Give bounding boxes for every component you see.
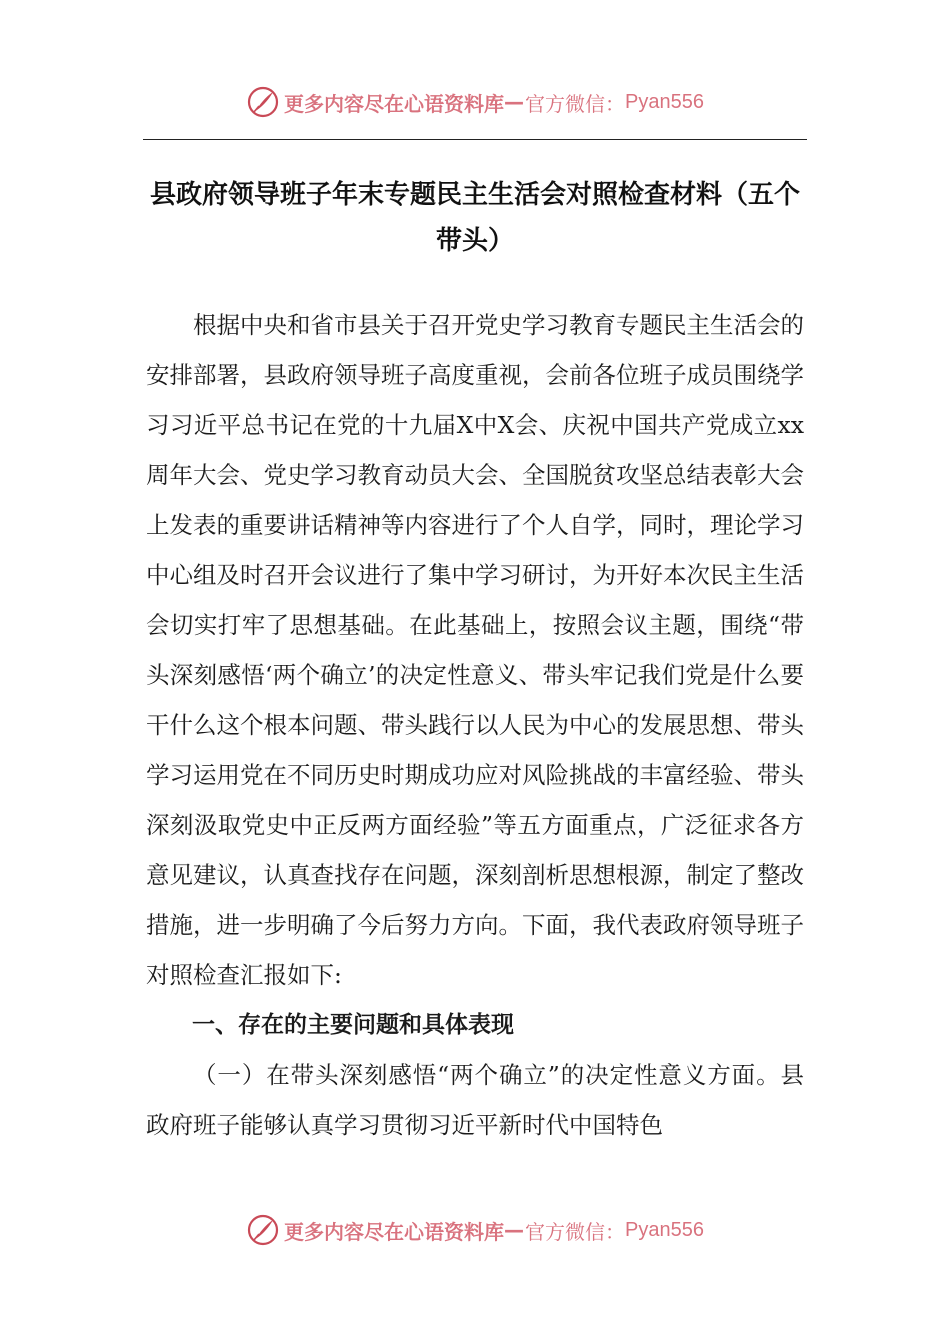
intro-paragraph: 根据中央和省市县关于召开党史学习教育专题民主生活会的安排部署，县政府领导班子高度重视，会前各位班子成员围绕学习习近平总书记在党的十九届X中X会、庆祝中国共产党成立xx周年大会、党史学习教育动员大会、全国脱贫攻坚总结表彰大会上发表的重要讲话精神等内容进行了个人自学，同时，理论学习中心组及时召开会议进行了集中学习研讨，为开好本次民主生活会切实打牢了思想基础。在此基础上，按照会议主题，围绕“带头深刻感悟‘两个确立’的决定性意义、带头牢记我们党是什么要干什么这个根本问题、带头践行以人民为中心的发展思想、带头学习运用党在不同历史时期成功应对风险挑战的丰富经验、带头深刻汲取党史中正反两方面经验”等五方面重点，广泛征求各方意见建议，认真查找存在问题，深刻剖析思想根源，制定了整改措施，进一步明确了今后努力方向。下面，我代表政府领导班子对照检查汇报如下: — [146, 311, 804, 989]
document-title: 县政府领导班子年末专题民主生活会对照检查材料（五个带头） — [150, 180, 801, 256]
section-heading: 一、存在的主要问题和具体表现 — [192, 1012, 514, 1038]
document-body — [146, 300, 804, 1150]
quill-logo-icon — [246, 85, 280, 119]
banner-brand-text: 更多内容尽在心语资料库 — [284, 91, 505, 116]
footer-banner — [0, 1210, 950, 1250]
banner-wechat-label: 官方微信： — [525, 91, 626, 116]
banner-wechat-id: Pyan556 — [625, 90, 704, 113]
header-divider — [143, 139, 807, 140]
header-banner — [0, 82, 950, 122]
banner-wechat-id: Pyan556 — [625, 1218, 704, 1241]
banner-separator: — — [504, 90, 526, 114]
banner-separator: — — [504, 1218, 526, 1242]
banner-wechat-label: 官方微信： — [525, 1219, 626, 1244]
banner-brand-text: 更多内容尽在心语资料库 — [284, 1219, 505, 1244]
quill-logo-icon — [246, 1213, 280, 1247]
subsection-paragraph: （一）在带头深刻感悟“两个确立”的决定性意义方面。县政府班子能够认真学习贯彻习近平新时代中国特色 — [146, 1061, 804, 1139]
